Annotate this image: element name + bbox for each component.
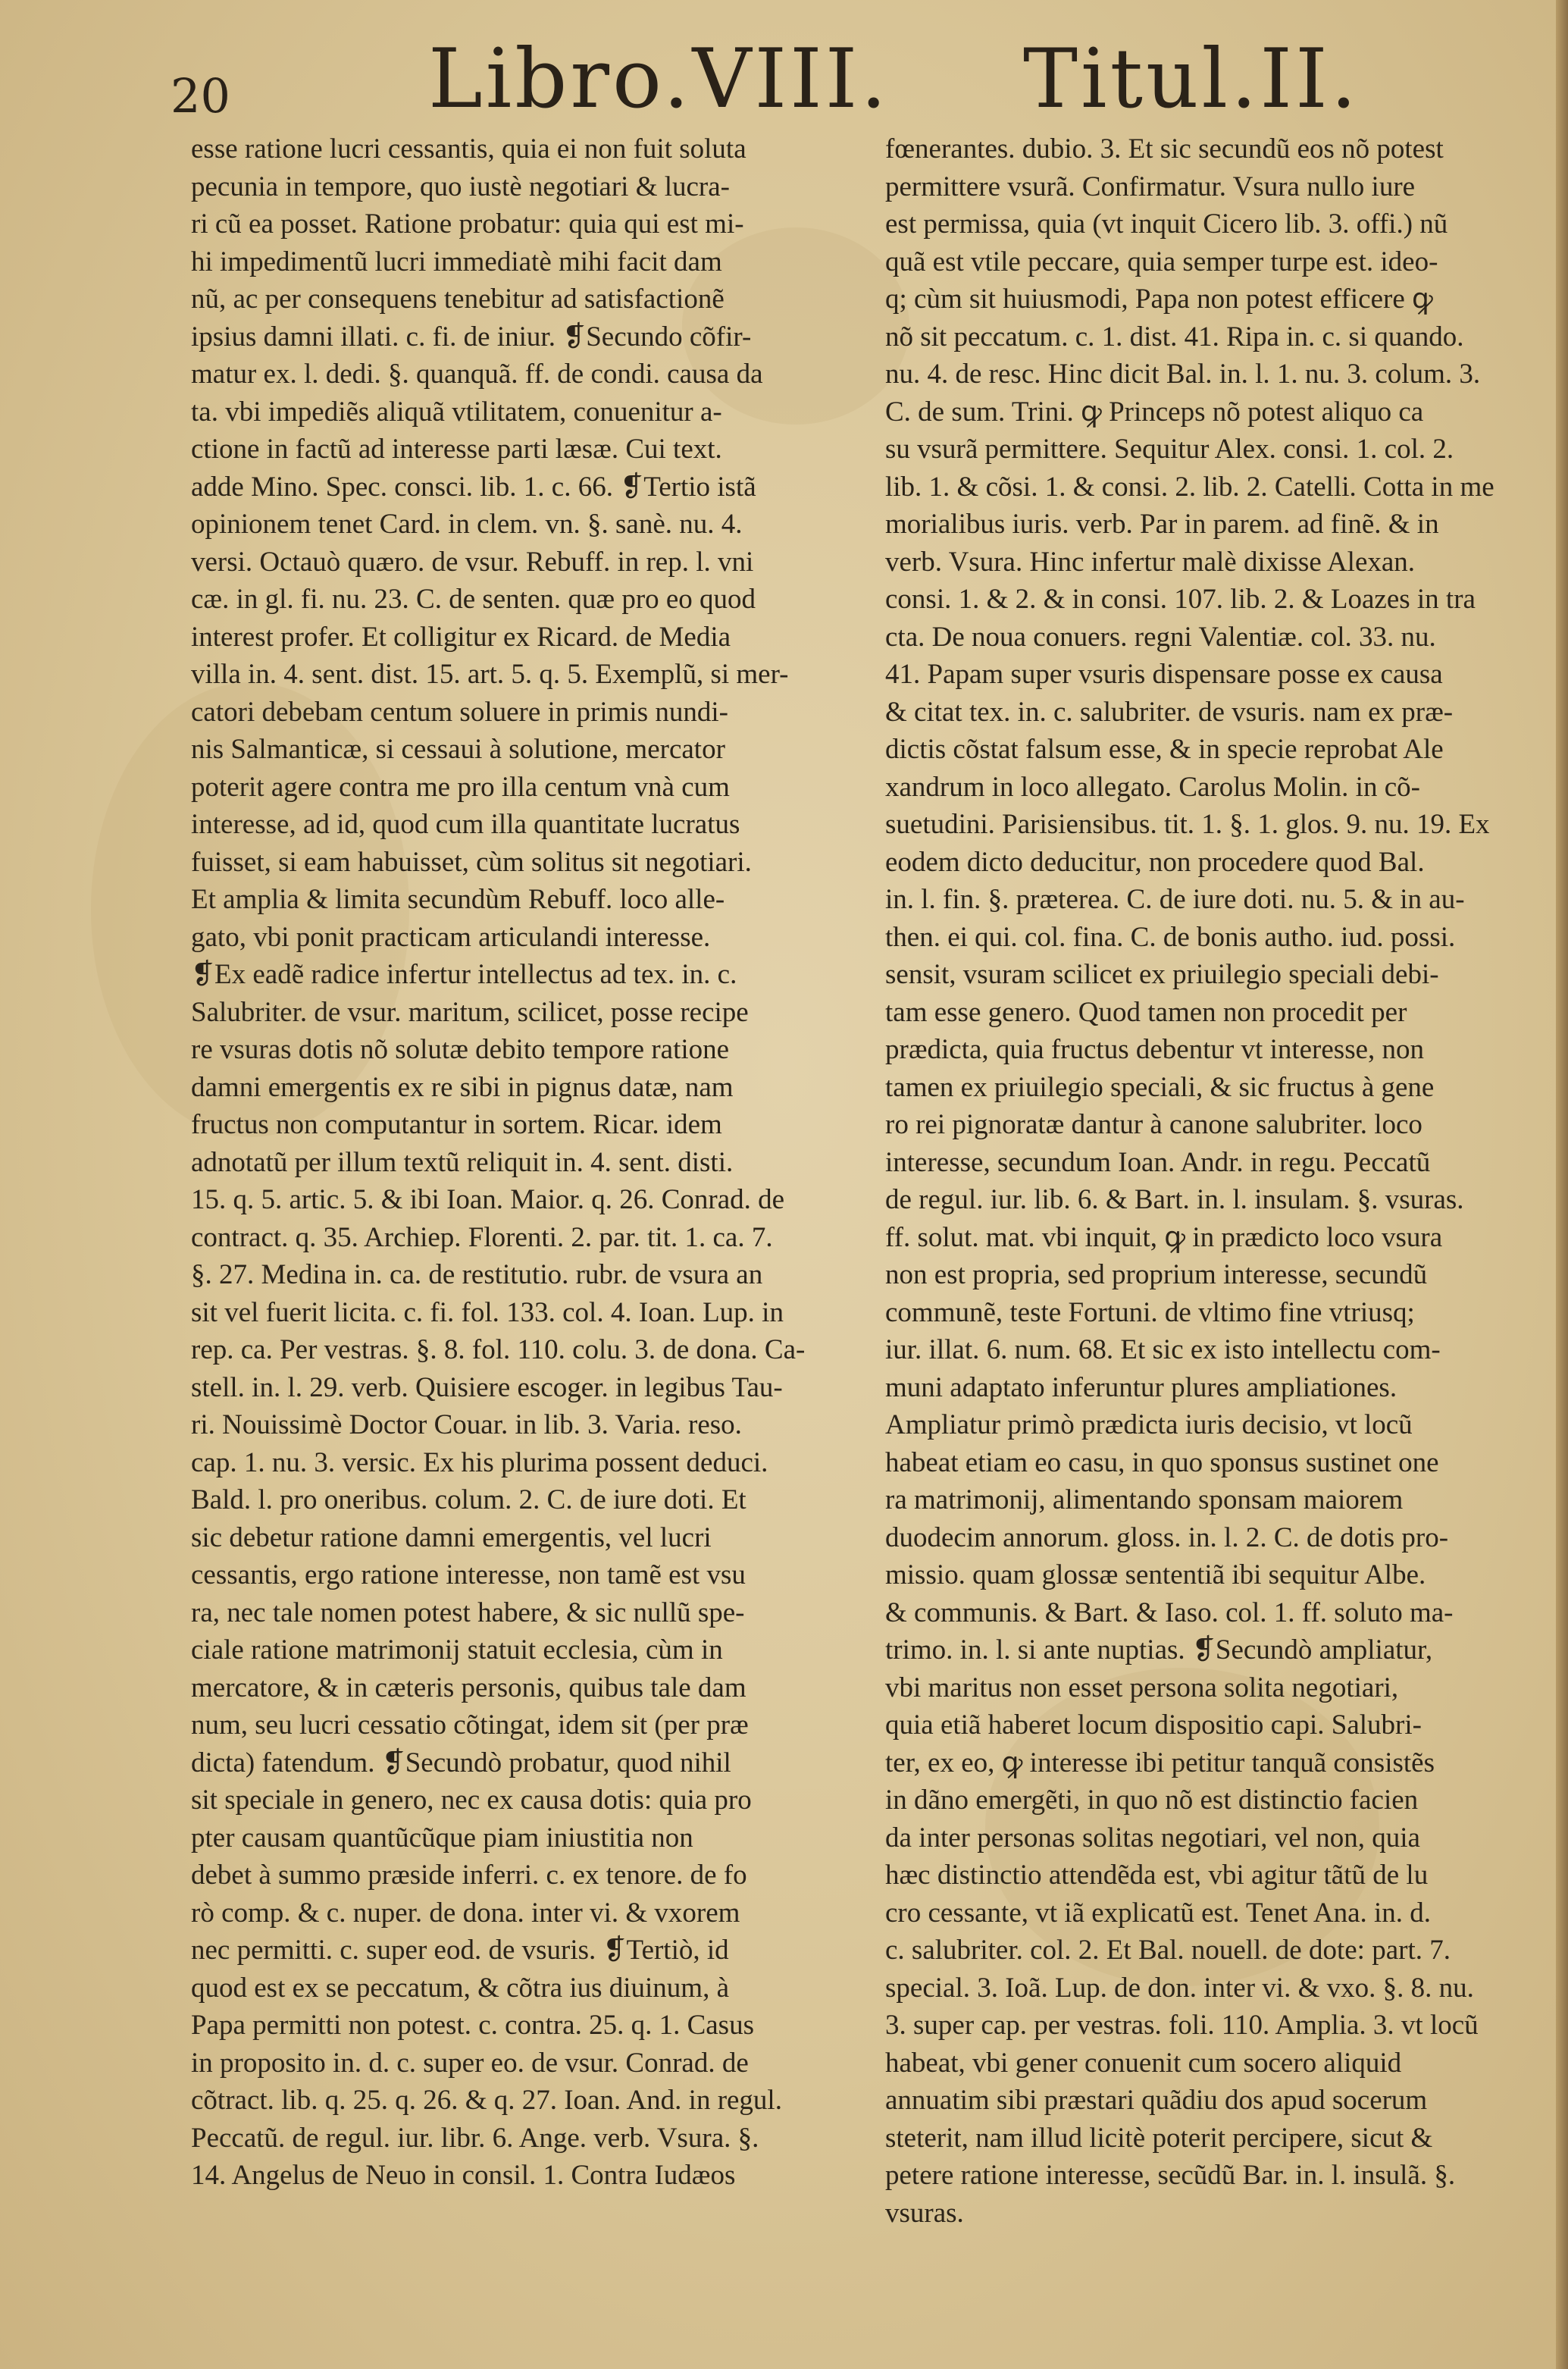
- text-line: matur ex. l. dedi. §. quanquã. ff. de condi. causa da: [191, 359, 763, 390]
- text-line: lib. 1. & cõsi. 1. & consi. 2. lib. 2. Catelli. Cotta in me: [885, 471, 1494, 503]
- text-line: cõtract. lib. q. 25. q. 26. & q. 27. Ioan. And. in regul.: [191, 2085, 782, 2116]
- text-line: ipsius damni illati. c. fi. de iniur. ❡Secundo cõfir-: [191, 321, 752, 353]
- text-line: prædicta, quia fructus debentur vt interesse, non: [885, 1034, 1425, 1065]
- text-line: de regul. iur. lib. 6. & Bart. in. l. insulam. §. vsuras.: [885, 1184, 1464, 1215]
- text-line: tamen ex priuilegio speciali, & sic fructus à gene: [885, 1071, 1435, 1103]
- right-text-column: [885, 130, 1545, 2232]
- text-line: est permissa, quia (vt inquit Cicero lib. 3. offi.) nũ: [885, 208, 1448, 240]
- text-line: ❡Ex eadẽ radice infertur intellectus ad tex. in. c.: [191, 959, 737, 990]
- text-line: suetudini. Parisiensibus. tit. 1. §. 1. glos. 9. nu. 19. Ex: [885, 809, 1490, 840]
- page-number: 20: [171, 68, 230, 124]
- text-line: ta. vbi impediẽs aliquã vtilitatem, conuenitur a-: [191, 396, 722, 428]
- text-line: missio. quam glossæ sententiã ibi sequitur Albe.: [885, 1559, 1426, 1590]
- text-line: sic debetur ratione damni emergentis, vel lucri: [191, 1521, 712, 1553]
- text-line: petere ratione interesse, secũdũ Bar. in. l. insulã. §.: [885, 2160, 1456, 2191]
- text-line: non est propria, sed proprium interesse, secundũ: [885, 1259, 1428, 1290]
- text-line: rep. ca. Per vestras. §. 8. fol. 110. colu. 3. de dona. Ca-: [191, 1334, 806, 1365]
- text-line: Papa permitti non potest. c. contra. 25. q. 1. Casus: [191, 2010, 754, 2041]
- text-line: versi. Octauò quæro. de vsur. Rebuff. in rep. l. vni: [191, 546, 754, 578]
- text-line: c. salubriter. col. 2. Et Bal. nouell. de dote: part. 7.: [885, 1935, 1451, 1966]
- text-line: Bald. l. pro oneribus. colum. 2. C. de iure doti. Et: [191, 1484, 746, 1515]
- text-line: cap. 1. nu. 3. versic. Ex his plurima possent deduci.: [191, 1446, 768, 1478]
- text-line: duodecim annorum. gloss. in. l. 2. C. de dotis pro-: [885, 1521, 1449, 1553]
- text-line: quã est vtile peccare, quia semper turpe est. ideo-: [885, 246, 1438, 277]
- text-line: nec permitti. c. super eod. de vsuris. ❡Tertiò, id: [191, 1935, 729, 1966]
- text-line: iur. illat. 6. num. 68. Et sic ex isto intellectu com-: [885, 1334, 1441, 1365]
- text-line: num, seu lucri cessatio cõtingat, idem sit (per præ: [191, 1709, 749, 1741]
- text-line: su vsurã permittere. Sequitur Alex. consi. 1. col. 2.: [885, 434, 1454, 465]
- text-line: steterit, nam illud licitè poterit percipere, sicut &: [885, 2122, 1433, 2154]
- text-line: 15. q. 5. artic. 5. & ibi Ioan. Maior. q. 26. Conrad. de: [191, 1184, 785, 1215]
- text-line: cessantis, ergo ratione interesse, non tamẽ est vsu: [191, 1559, 746, 1590]
- left-text-column: [191, 130, 843, 2195]
- text-line: ri. Nouissimè Doctor Couar. in lib. 3. Varia. reso.: [191, 1409, 742, 1440]
- text-line: q; cùm sit huiusmodi, Papa non potest efficere ꝙ: [885, 284, 1433, 315]
- text-line: fructus non computantur in sortem. Ricar. idem: [191, 1109, 722, 1140]
- text-line: stell. in. l. 29. verb. Quisiere escoger. in legibus Tau-: [191, 1371, 783, 1403]
- text-line: contract. q. 35. Archiep. Florenti. 2. par. tit. 1. ca. 7.: [191, 1221, 773, 1253]
- text-line: dictis cõstat falsum esse, & in specie reprobat Ale: [885, 734, 1444, 765]
- text-line: habeat etiam eo casu, in quo sponsus sustinet one: [885, 1446, 1439, 1478]
- text-line: nõ sit peccatum. c. 1. dist. 41. Ripa in. c. si quando.: [885, 321, 1464, 353]
- text-line: 41. Papam super vsuris dispensare posse ex causa: [885, 659, 1443, 690]
- text-line: tam esse genero. Quod tamen non procedit per: [885, 996, 1407, 1028]
- text-line: pecunia in tempore, quo iustè negotiari & lucra-: [191, 171, 730, 202]
- text-line: & communis. & Bart. & Iaso. col. 1. ff. soluto ma-: [885, 1597, 1454, 1628]
- text-line: habeat, vbi gener conuenit cum socero aliquid: [885, 2047, 1402, 2079]
- text-line: in proposito in. d. c. super eo. de vsur. Conrad. de: [191, 2047, 749, 2079]
- text-line: re vsuras dotis nõ solutæ debito tempore ratione: [191, 1034, 730, 1065]
- text-line: muni adaptato inferuntur plures ampliationes.: [885, 1371, 1397, 1403]
- text-line: quod est ex se peccatum, & cõtra ius diuinum, à: [191, 1972, 730, 2004]
- text-line: 3. super cap. per vestras. foli. 110. Amplia. 3. vt locũ: [885, 2010, 1479, 2041]
- text-line: interesse, secundum Ioan. Andr. in regu. Peccatũ: [885, 1146, 1431, 1178]
- text-line: hæc distinctio attendẽda est, vbi agitur tãtũ de lu: [885, 1860, 1429, 1891]
- text-line: fœnerantes. dubio. 3. Et sic secundũ eos nõ potest: [885, 133, 1444, 165]
- text-line: catori debebam centum soluere in primis nundi-: [191, 696, 728, 728]
- text-line: communẽ, teste Fortuni. de vltimo fine vtriusq;: [885, 1296, 1415, 1328]
- text-line: cæ. in gl. fi. nu. 23. C. de senten. quæ pro eo quod: [191, 584, 756, 615]
- text-line: hi impedimentũ lucri immediatè mihi facit dam: [191, 246, 722, 277]
- text-line: pter causam quantũcũque piam iniustitia non: [191, 1822, 693, 1854]
- text-line: 14. Angelus de Neuo in consil. 1. Contra Iudæos: [191, 2160, 736, 2191]
- text-line: ff. solut. mat. vbi inquit, ꝙ in prædicto loco vsura: [885, 1221, 1443, 1253]
- text-line: xandrum in loco allegato. Carolus Molin. in cõ-: [885, 771, 1420, 803]
- running-title-left: Libro.VIII.: [428, 32, 890, 127]
- text-line: da inter personas solitas negotiari, vel non, quia: [885, 1822, 1420, 1854]
- text-line: trimo. in. l. si ante nuptias. ❡Secundò ampliatur,: [885, 1634, 1433, 1666]
- text-line: interest profer. Et colligitur ex Ricard. de Media: [191, 621, 731, 653]
- text-line: then. ei qui. col. fina. C. de bonis autho. iud. possi.: [885, 921, 1456, 953]
- text-line: in dãno emergẽti, in quo nõ est distinctio facien: [885, 1785, 1419, 1816]
- text-line: Salubriter. de vsur. maritum, scilicet, posse recipe: [191, 996, 749, 1028]
- text-line: eodem dicto deducitur, non procedere quod Bal.: [885, 846, 1425, 878]
- text-line: dicta) fatendum. ❡Secundò probatur, quod nihil: [191, 1747, 731, 1778]
- text-line: Ampliatur primò prædicta iuris decisio, vt locũ: [885, 1409, 1413, 1440]
- text-line: adde Mino. Spec. consci. lib. 1. c. 66. ❡Tertio istã: [191, 471, 756, 503]
- text-line: sensit, vsuram scilicet ex priuilegio speciali debi-: [885, 959, 1439, 990]
- text-line: vbi maritus non esset persona solita negotiari,: [885, 1672, 1399, 1703]
- text-line: rò comp. & c. nuper. de dona. inter vi. & vxorem: [191, 1897, 740, 1929]
- text-line: annuatim sibi præstari quãdiu dos apud socerum: [885, 2085, 1428, 2116]
- text-line: §. 27. Medina in. ca. de restitutio. rubr. de vsura an: [191, 1259, 763, 1290]
- text-line: interesse, ad id, quod cum illa quantitate lucratus: [191, 809, 740, 840]
- text-line: ro rei pignoratæ dantur à canone salubriter. loco: [885, 1109, 1422, 1140]
- text-line: verb. Vsura. Hinc infertur malè dixisse Alexan.: [885, 546, 1416, 578]
- text-line: C. de sum. Trini. ꝙ Princeps nõ potest aliquo ca: [885, 396, 1424, 428]
- text-line: Et amplia & limita secundùm Rebuff. loco alle-: [191, 884, 725, 915]
- text-line: cta. De noua conuers. regni Valentiæ. col. 33. nu.: [885, 621, 1436, 653]
- text-line: opinionem tenet Card. in clem. vn. §. sanè. nu. 4.: [191, 509, 743, 540]
- text-line: consi. 1. & 2. & in consi. 107. lib. 2. & Loazes in tra: [885, 584, 1476, 615]
- page-edge: [1556, 0, 1568, 2369]
- text-line: ri cũ ea posset. Ratione probatur: quia qui est mi-: [191, 208, 744, 240]
- text-line: morialibus iuris. verb. Par in parem. ad finẽ. & in: [885, 509, 1439, 540]
- text-line: villa in. 4. sent. dist. 15. art. 5. q. 5. Exemplũ, si mer-: [191, 659, 789, 690]
- text-line: in. l. fin. §. præterea. C. de iure doti. nu. 5. & in au-: [885, 884, 1465, 915]
- text-line: Peccatũ. de regul. iur. libr. 6. Ange. verb. Vsura. §.: [191, 2122, 759, 2154]
- text-line: nis Salmanticæ, si cessaui à solutione, mercator: [191, 734, 725, 765]
- text-line: ra matrimonij, alimentando sponsam maiorem: [885, 1484, 1404, 1515]
- running-title-right: Titul.II.: [1023, 32, 1360, 127]
- text-line: vsuras.: [885, 2197, 964, 2229]
- text-line: ra, nec tale nomen potest habere, & sic nullũ spe-: [191, 1597, 745, 1628]
- text-line: nu. 4. de resc. Hinc dicit Bal. in. l. 1. nu. 3. colum. 3.: [885, 359, 1481, 390]
- text-line: special. 3. Ioã. Lup. de don. inter vi. & vxo. §. 8. nu.: [885, 1972, 1474, 2004]
- text-line: & citat tex. in. c. salubriter. de vsuris. nam ex præ-: [885, 696, 1454, 728]
- text-line: sit vel fuerit licita. c. fi. fol. 133. col. 4. Ioan. Lup. in: [191, 1296, 784, 1328]
- text-line: mercatore, & in cæteris personis, quibus tale dam: [191, 1672, 746, 1703]
- text-line: ciale ratione matrimonij statuit ecclesia, cùm in: [191, 1634, 723, 1666]
- text-line: sit speciale in genero, nec ex causa dotis: quia pro: [191, 1785, 752, 1816]
- text-line: gato, vbi ponit practicam articulandi interesse.: [191, 921, 711, 953]
- text-line: quia etiã haberet locum dispositio capi. Salubri-: [885, 1709, 1422, 1741]
- text-line: damni emergentis ex re sibi in pignus datæ, nam: [191, 1071, 734, 1103]
- text-line: nũ, ac per consequens tenebitur ad satisfactionẽ: [191, 284, 725, 315]
- page-header: [171, 30, 1360, 129]
- text-line: poterit agere contra me pro illa centum vnà cum: [191, 771, 730, 803]
- text-line: ter, ex eo, ꝙ interesse ibi petitur tanquã consistẽs: [885, 1747, 1435, 1778]
- text-line: esse ratione lucri cessantis, quia ei non fuit soluta: [191, 133, 746, 165]
- text-line: cro cessante, vt iã explicatũ est. Tenet Ana. in. d.: [885, 1897, 1432, 1929]
- text-line: ctione in factũ ad interesse parti læsæ. Cui text.: [191, 434, 722, 465]
- text-line: fuisset, si eam habuisset, cùm solitus sit negotiari.: [191, 846, 752, 878]
- text-line: adnotatũ per illum textũ reliquit in. 4. sent. disti.: [191, 1146, 734, 1178]
- text-line: permittere vsurã. Confirmatur. Vsura nullo iure: [885, 171, 1416, 202]
- text-line: debet à summo præside inferri. c. ex tenore. de fo: [191, 1860, 747, 1891]
